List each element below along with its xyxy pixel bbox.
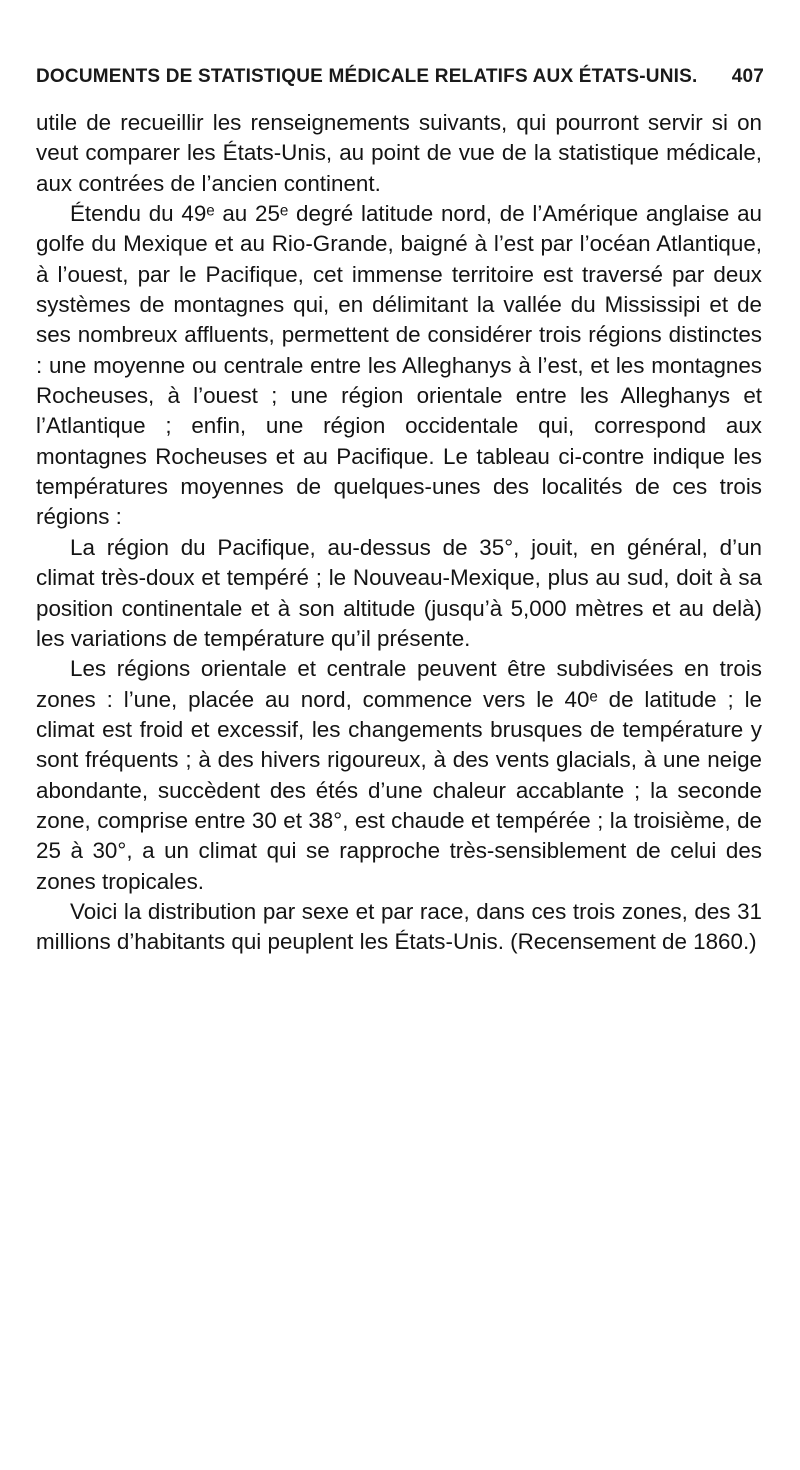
paragraph-pacific-region: La région du Pacifique, au-dessus de 35°, jouit, en général, d’un climat très-doux et tempéré ; le Nouveau-Mexique, plus au sud, doit à sa position continentale et à son altitude (jusqu’à 5,000 mètres et au delà) les variations de température qu’il présente. [36, 534, 762, 651]
paragraph-continuation: utile de recueillir les renseignements suivants, qui pourront servir si on veut comparer les États-Unis, au point de vue de la statistique médicale, aux contrées de l’ancien continent. [36, 110, 762, 196]
paragraph-geography: Étendu du 49ᵉ au 25ᵉ degré latitude nord, de l’Amérique anglaise au golfe du Mexique et au Rio-Grande, baigné à l’est par l’océan Atlantique, à l’ouest, par le Pacifique, cet immense territoire est traversé par deux systèmes de montagnes qui, en délimitant la vallée du Mississipi et de ses nombreux affluents, permettent de considérer trois régions distinctes : une moyenne ou centrale entre les Alleghanys à l’est, et les montagnes Rocheuses, à l’ouest ; une région orientale entre les Alleghanys et l’Atlantique ; enfin, une région occidentale qui, correspond aux montagnes Rocheuses et au Pacifique. Le tableau ci-contre indique les températures moyennes de quelques-unes des localités de ces trois régions : [36, 201, 762, 530]
body-text [36, 108, 762, 958]
paragraph-climate-zones: Les régions orientale et centrale peuvent être subdivisées en trois zones : l’une, placée au nord, commence vers le 40ᵉ de latitude ; le climat est froid et excessif, les changements brusques de température y sont fréquents ; à des hivers rigoureux, à des vents glacials, à une neige abondante, succèdent des étés d’une chaleur accablante ; la seconde zone, comprise entre 30 et 38°, est chaude et tempérée ; la troisième, de 25 à 30°, a un climat qui se rapproche très-sensiblement de celui des zones tropicales. [36, 656, 762, 894]
running-title: DOCUMENTS DE STATISTIQUE MÉDICALE RELATIFS AUX ÉTATS-UNIS. [36, 66, 698, 87]
page-number: 407 [731, 66, 764, 87]
running-head [36, 66, 764, 96]
paragraph-population: Voici la distribution par sexe et par race, dans ces trois zones, des 31 millions d’habitants qui peuplent les États-Unis. (Recensement de 1860.) [36, 898, 762, 955]
